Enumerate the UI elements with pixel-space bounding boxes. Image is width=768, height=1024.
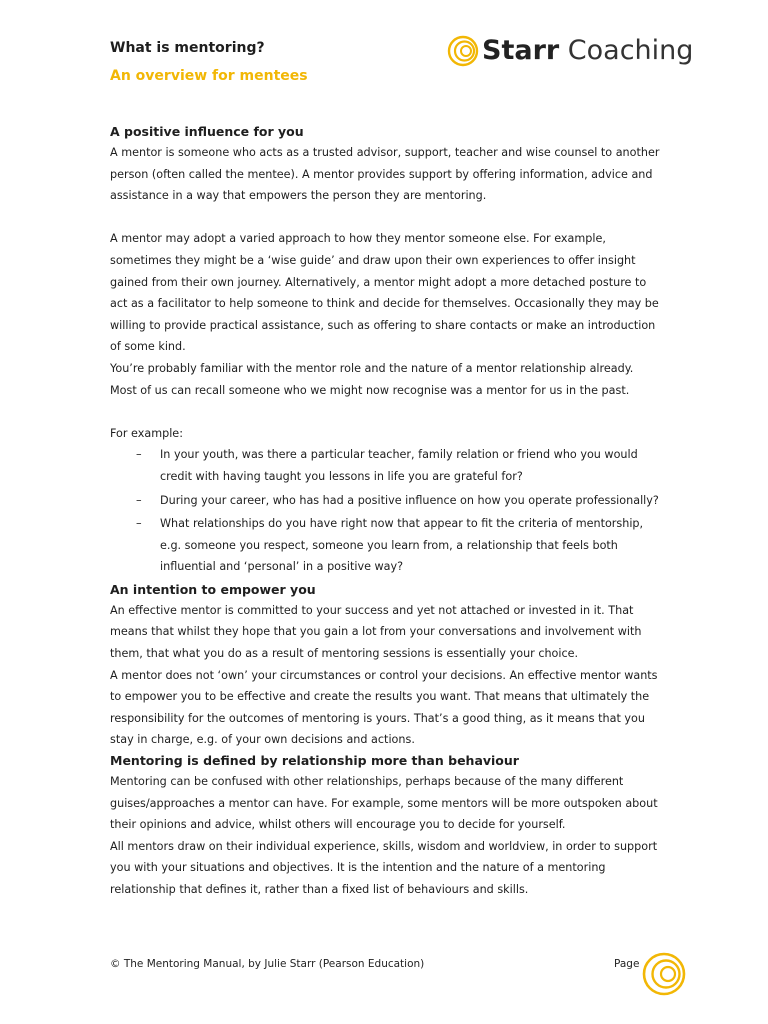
list-item-text: During your career, who has had a positive influence on how you operate professionally? [160, 493, 659, 507]
spiral-logo-icon [640, 950, 688, 998]
footer-credit: © The Mentoring Manual, by Julie Starr (Pearson Education) [110, 958, 425, 970]
bullet-dash: – [136, 493, 142, 507]
paragraph: A mentor may adopt a varied approach to how they mentor someone else. For example, sometimes they might be a ‘wise guide’ and draw upon their own experiences to offer insight gained from their own journey. Alternatively, a mentor might adopt a more detached posture to act as a facilitator to help someone to think and decide for themselves. Occasionally they may be willing to provide practical assistance, such as offering to share contacts or make an introduction of some kind. [110, 232, 659, 354]
section-heading: Mentoring is defined by relationship more than behaviour [110, 753, 519, 769]
paragraph-gap [110, 207, 662, 229]
list-item-text: In your youth, was there a particular teacher, family relation or friend who you would credit with having taught you lessons in life you are grateful for? [160, 448, 638, 483]
list-item [110, 490, 662, 512]
list-item [110, 444, 662, 487]
document-body [110, 122, 662, 901]
spiral-logo-icon [446, 34, 480, 68]
paragraph: All mentors draw on their individual experience, skills, wisdom and worldview, in order to support you with your situations and objectives. It is the intention and the nature of a mentoring relationship that defines it, rather than a fixed list of behaviours and skills. [110, 839, 658, 896]
paragraph: Mentoring can be confused with other relationships, perhaps because of the many different guises/approaches a mentor can have. For example, some mentors will be more outspoken about their opinions and advice, whilst others will encourage you to decide for yourself. [110, 775, 658, 832]
section-heading: An intention to empower you [110, 581, 316, 597]
brand-logo-light: Coaching [567, 35, 694, 66]
bullet-dash: – [136, 517, 142, 531]
example-intro: For example: [110, 426, 183, 440]
paragraph: You’re probably familiar with the mentor role and the nature of a mentor relationship already. Most of us can recall someone who we might now recognise was a mentor for us in the past. [110, 361, 634, 397]
list-item [110, 513, 662, 578]
brand-logo-bold: Starr [482, 35, 560, 66]
page-number-label: Page [614, 958, 640, 970]
page-title: What is mentoring? [110, 40, 265, 56]
paragraph: A mentor is someone who acts as a trusted advisor, support, teacher and wise counsel to another person (often called the mentee). A mentor provides support by offering information, advice and assistance in a way that empowers the person they are mentoring. [110, 146, 660, 203]
bullet-dash: – [136, 448, 142, 462]
brand-logo [446, 32, 694, 72]
section-heading: A positive influence for you [110, 124, 304, 139]
paragraph: A mentor does not ‘own’ your circumstances or control your decisions. An effective mentor wants to empower you to be effective and create the results you want. That means that ultimately the responsibility for the outcomes of mentoring is yours. That’s a good thing, as it means that you stay in charge, e.g. of your own decisions and actions. [110, 668, 658, 747]
example-list [110, 444, 662, 578]
page-subtitle: An overview for mentees [110, 68, 308, 84]
paragraph-gap [110, 401, 662, 423]
paragraph: An effective mentor is committed to your success and yet not attached or invested in it. That means that whilst they hope that you gain a lot from your conversations and involvement with them, that what you do as a result of mentoring sessions is essentially your choice. [110, 603, 642, 661]
brand-logo-text [482, 32, 693, 70]
list-item-text: What relationships do you have right now that appear to fit the criteria of mentorship, e.g. someone you respect, someone you learn from, a relationship that feels both influential and ‘personal’ in a positive way? [160, 517, 644, 574]
